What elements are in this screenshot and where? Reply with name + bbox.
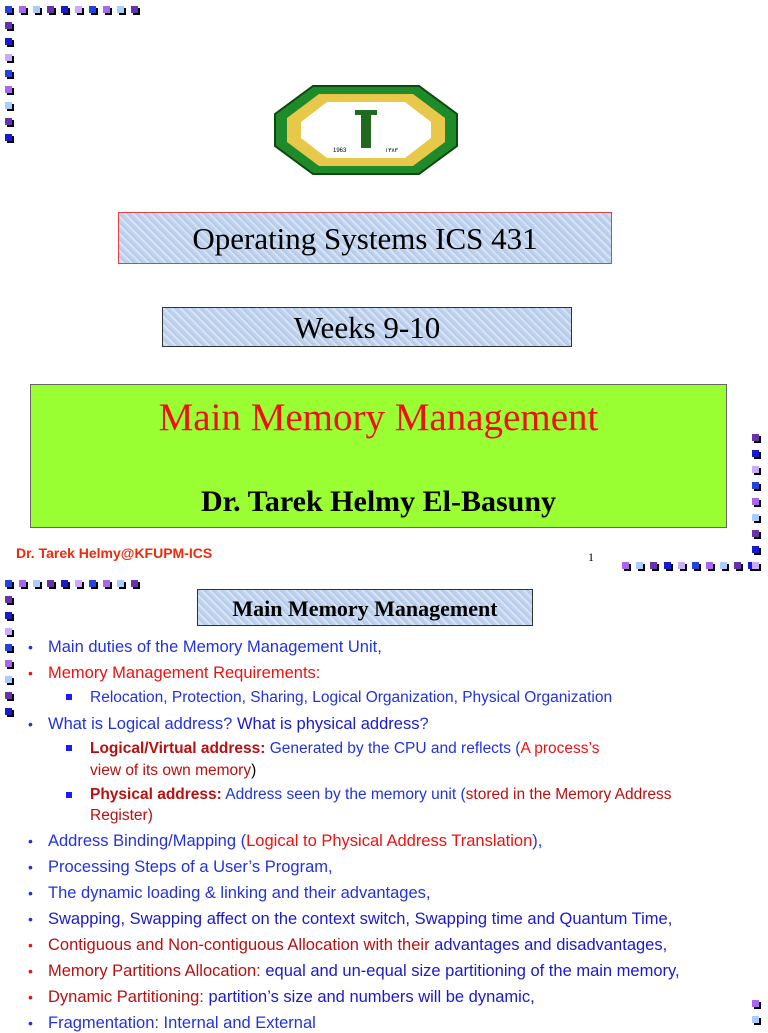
weeks-box: Weeks 9-10 bbox=[162, 307, 572, 347]
bullet-dynamic-loading: The dynamic loading & linking and their advantages, bbox=[48, 884, 431, 902]
bullet-address-questions: What is Logical address? What is physical address? bbox=[48, 715, 429, 733]
bullet-partitions: Memory Partitions Allocation: equal and un-equal size partitioning of the main memory, bbox=[48, 962, 680, 980]
bullet-processing-steps: Processing Steps of a User’s Program, bbox=[48, 858, 333, 876]
bullet-icon: • bbox=[28, 859, 33, 875]
bullet-dynamic-partitioning: Dynamic Partitioning: partition’s size and numbers will be dynamic, bbox=[48, 988, 535, 1006]
sub-bullet-icon bbox=[66, 792, 72, 798]
sub-bullet-icon bbox=[66, 745, 72, 751]
bullet-icon: • bbox=[28, 911, 33, 927]
bullet-icon: • bbox=[28, 639, 33, 655]
bullet-icon: • bbox=[28, 833, 33, 849]
sub-bullet-icon bbox=[66, 694, 72, 700]
sub-bullet-physical-address-cont: Register) bbox=[90, 807, 153, 824]
course-title-box: Operating Systems ICS 431 bbox=[118, 212, 612, 264]
slide-footer: Dr. Tarek Helmy@KFUPM-ICS bbox=[16, 545, 213, 561]
content-slide bbox=[0, 572, 768, 1032]
slide-title: Main Memory Management bbox=[197, 589, 533, 626]
sub-bullet-logical-address-cont: view of its own memory) bbox=[90, 762, 257, 779]
bullet-swapping: Swapping, Swapping affect on the context switch, Swapping time and Quantum Time, bbox=[48, 910, 673, 928]
main-title-box bbox=[30, 384, 727, 528]
page-number: 1 bbox=[588, 550, 594, 564]
bullet-icon: • bbox=[28, 665, 33, 681]
bullet-icon: • bbox=[28, 989, 33, 1005]
bullet-icon: • bbox=[28, 716, 33, 732]
sub-bullet-requirements-list: Relocation, Protection, Sharing, Logical Organization, Physical Organization bbox=[90, 689, 613, 706]
bullet-icon: • bbox=[28, 963, 33, 979]
seal-hijri-year: ١٣٨٣ bbox=[385, 148, 398, 154]
bullet-icon: • bbox=[28, 885, 33, 901]
sub-bullet-logical-address: Logical/Virtual address: Generated by the CPU and reflects (A process’s bbox=[90, 740, 600, 757]
bullet-icon: • bbox=[28, 1015, 33, 1031]
bullet-icon: • bbox=[28, 937, 33, 953]
seal-year: 1963 bbox=[333, 148, 347, 154]
bullet-requirements: Memory Management Requirements: bbox=[48, 664, 321, 682]
main-title: Main Memory Management bbox=[158, 396, 599, 439]
university-seal-icon bbox=[273, 84, 459, 176]
bullet-fragmentation: Fragmentation: Internal and External bbox=[48, 1014, 316, 1032]
bullet-allocation: Contiguous and Non-contiguous Allocation with their advantages and disadvantages, bbox=[48, 936, 668, 954]
bullet-address-binding: Address Binding/Mapping (Logical to Physical Address Translation), bbox=[48, 832, 543, 850]
sub-bullet-physical-address: Physical address: Address seen by the memory unit (stored in the Memory Address bbox=[90, 786, 672, 803]
bullet-mmu-duties: Main duties of the Memory Management Unit, bbox=[48, 638, 382, 656]
author-name: Dr. Tarek Helmy El-Basuny bbox=[200, 485, 557, 518]
